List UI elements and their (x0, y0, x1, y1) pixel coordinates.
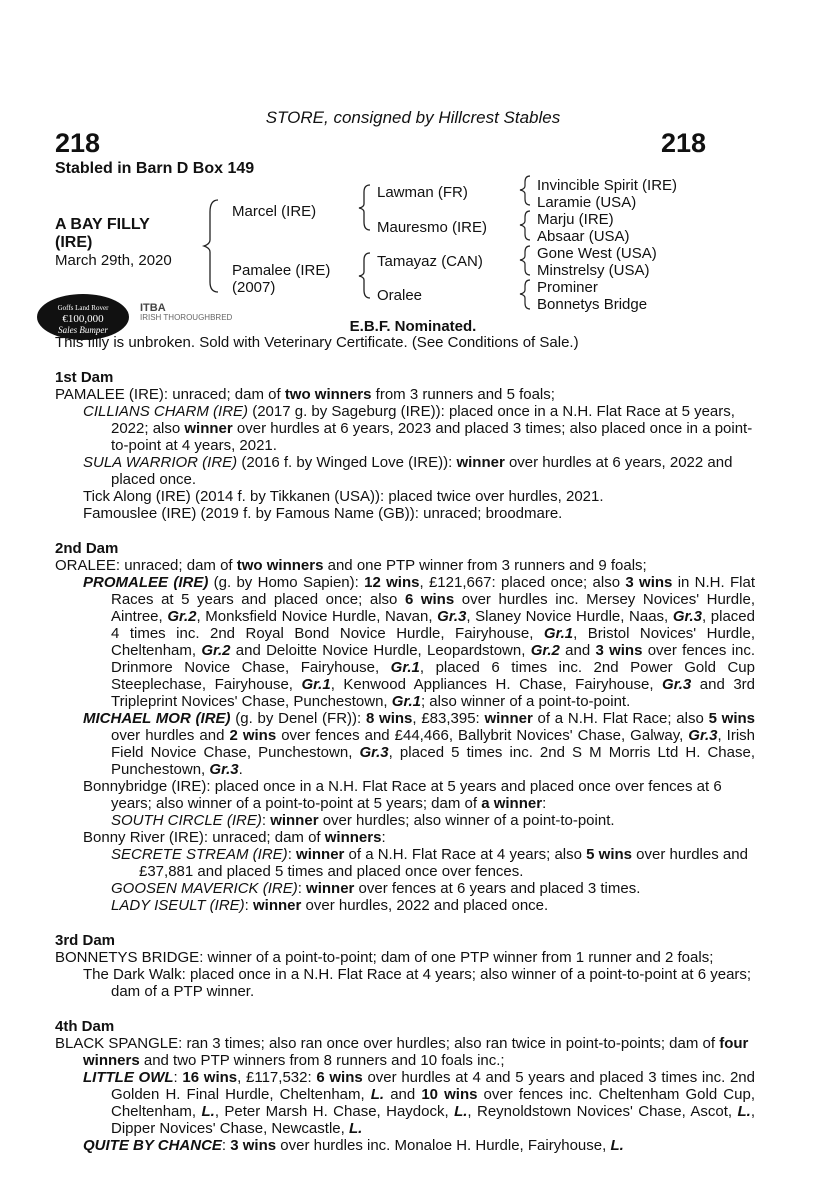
sire-dam-sire: Marju (IRE) (537, 211, 614, 228)
dam-dam-sire: Prominer (537, 279, 598, 296)
pedigree-braces (0, 0, 826, 320)
section-3rd-dam: 3rd Dam (55, 932, 116, 949)
dam2-foal-2: MICHAEL MOR (IRE) (g. by Denel (FR)): 8 wins, £83,395: winner of a N.H. Flat Race; also 5 wins over hurdles and 2 wins over fences and £44,466, Ballybrit Novices' Chase, Galway, Gr.3, Irish Field Novice Chase, Punchestown, Gr.3, placed 5 times inc. 2nd S M Morris Ltd H. Chase, Punchestown, Gr.3. (83, 710, 756, 778)
sire-sire-dam: Laramie (USA) (537, 194, 637, 211)
dam4-foal-2: QUITE BY CHANCE: 3 wins over hurdles inc. Monaloe H. Hurdle, Fairyhouse, L. (83, 1137, 624, 1154)
dam-dam-dam: Bonnetys Bridge (537, 296, 648, 313)
dam-sire-sire: Gone West (USA) (537, 245, 657, 262)
dam4-foal-1: LITTLE OWL: 16 wins, £117,532: 6 wins over hurdles at 4 and 5 years and placed 3 times inc. 2nd Golden H. Final Hurdle, Cheltenham, L. and 10 wins over fences inc. Cheltenham Gold Cup, Cheltenham, L., Peter Marsh H. Chase, Haydock, L., Reynoldstown Novices' Chase, Ascot, L., Dipper Novices' Chase, Newcastle, L. (83, 1069, 755, 1137)
foaling-date: March 29th, 2020 (55, 252, 172, 269)
dam2-foal-4-produce-1: SECRETE STREAM (IRE): winner of a N.H. Flat Race at 4 years; also 5 wins over hurdles and £37,881 and placed 5 times and placed once over fences. (111, 846, 748, 880)
dam1-entry: PAMALEE (IRE): unraced; dam of two winners from 3 runners and 5 foals; (55, 386, 555, 403)
ebf-nominated: E.B.F. Nominated. (349, 318, 477, 335)
dam2-foal-4-produce-2: GOOSEN MAVERICK (IRE): winner over fences at 6 years and placed 3 times. (111, 880, 641, 897)
dam1-foal-4: Famouslee (IRE) (2019 f. by Famous Name (GB)): unraced; broodmare. (83, 505, 563, 522)
horse-name-line2: (IRE) (55, 234, 93, 251)
dam1-foal-3: Tick Along (IRE) (2014 f. by Tikkanen (USA)): placed twice over hurdles, 2021. (83, 488, 604, 505)
sales-bumper-logo: Goffs Land Rover €100,000 Sales Bumper (37, 294, 129, 340)
dam2-foal-3: Bonnybridge (IRE): placed once in a N.H. Flat Race at 5 years and placed once over fences at 6 years; also winner of a point-to-point at 5 years; dam of a winner: (83, 778, 722, 812)
section-4th-dam: 4th Dam (55, 1018, 115, 1035)
dam-year: (2007) (232, 279, 276, 296)
sire-sire-sire: Invincible Spirit (IRE) (537, 177, 678, 194)
dam3-foal-1: The Dark Walk: placed once in a N.H. Flat Race at 4 years; also winner of a point-to-point at 6 years; dam of a PTP winner. (83, 966, 752, 1000)
sale-note: This filly is unbroken. Sold with Veterinary Certificate. (See Conditions of Sale.) (55, 334, 579, 351)
pedigree-chart (0, 0, 826, 320)
dam2-foal-1: PROMALEE (IRE) (g. by Homo Sapien): 12 wins, £121,667: placed once; also 3 wins in N.H. Flat Races at 5 years and placed once; also 6 wins over hurdles inc. Mersey Novices' Hurdle, Aintree, Gr.2, Monksfield Novice Hurdle, Navan, Gr.3, Slaney Novice Hurdle, Naas, Gr.3, placed 4 times inc. 2nd Royal Bond Novice Hurdle, Fairyhouse, Gr.1, Bristol Novices' Hurdle, Cheltenham, Gr.2 and Deloitte Novice Hurdle, Leopardstown, Gr.2 and 3 wins over fences inc. Drinmore Novice Chase, Fairyhouse, Gr.1, placed 6 times inc. 2nd Power Gold Cup Steeplechase, Fairyhouse, Gr.1, Kenwood Appliances H. Chase, Fairyhouse, Gr.3 and 3rd Tripleprint Novices' Chase, Punchestown, Gr.1; also winner of a point-to-point. (83, 574, 756, 710)
sire-dam-dam: Absaar (USA) (537, 228, 630, 245)
sire-sire: Lawman (FR) (377, 184, 468, 201)
dam1-foal-1: CILLIANS CHARM (IRE) (2017 g. by Sageburg (IRE)): placed once in a N.H. Flat Race at 5 years, 2022; also winner over hurdles at 6 years, 2023 and placed 3 times; also placed once in a point-to-point at 4 years, 2021. (83, 403, 753, 454)
barn-location: Stabled in Barn D Box 149 (55, 160, 255, 177)
dam-dam: Oralee (377, 287, 423, 304)
lot-number-right: 218 (660, 128, 706, 158)
sire: Marcel (IRE) (232, 203, 317, 220)
dam1-foal-2: SULA WARRIOR (IRE) (2016 f. by Winged Love (IRE)): winner over hurdles at 6 years, 2022 and placed once. (83, 454, 733, 488)
dam2-entry: ORALEE: unraced; dam of two winners and one PTP winner from 3 runners and 9 foals; (55, 557, 647, 574)
section-1st-dam: 1st Dam (55, 369, 114, 386)
itba-logo: ITBA IRISH THOROUGHBRED (140, 302, 233, 322)
horse-name-line1: A BAY FILLY (55, 216, 150, 233)
dam3-entry: BONNETYS BRIDGE: winner of a point-to-point; dam of one PTP winner from 1 runner and 2 foals; (55, 949, 714, 966)
catalogue-body (55, 334, 755, 1154)
dam4-entry: BLACK SPANGLE: ran 3 times; also ran once over hurdles; also ran twice in point-to-points; dam of four winners and two PTP winners from 8 runners and 10 foals inc.; (55, 1035, 749, 1069)
section-2nd-dam: 2nd Dam (55, 540, 119, 557)
sire-dam: Mauresmo (IRE) (377, 219, 488, 236)
dam-sire: Tamayaz (CAN) (377, 253, 483, 270)
dam2-foal-4: Bonny River (IRE): unraced; dam of winners: (83, 829, 386, 846)
dam: Pamalee (IRE) (232, 262, 331, 279)
dam-sire-dam: Minstrelsy (USA) (537, 262, 650, 279)
lot-number-left: 218 (55, 128, 101, 158)
dam2-foal-3-produce: SOUTH CIRCLE (IRE): winner over hurdles; also winner of a point-to-point. (111, 812, 615, 829)
consignor-line: STORE, consigned by Hillcrest Stables (265, 108, 561, 127)
dam2-foal-4-produce-3: LADY ISEULT (IRE): winner over hurdles, 2022 and placed once. (111, 897, 549, 914)
